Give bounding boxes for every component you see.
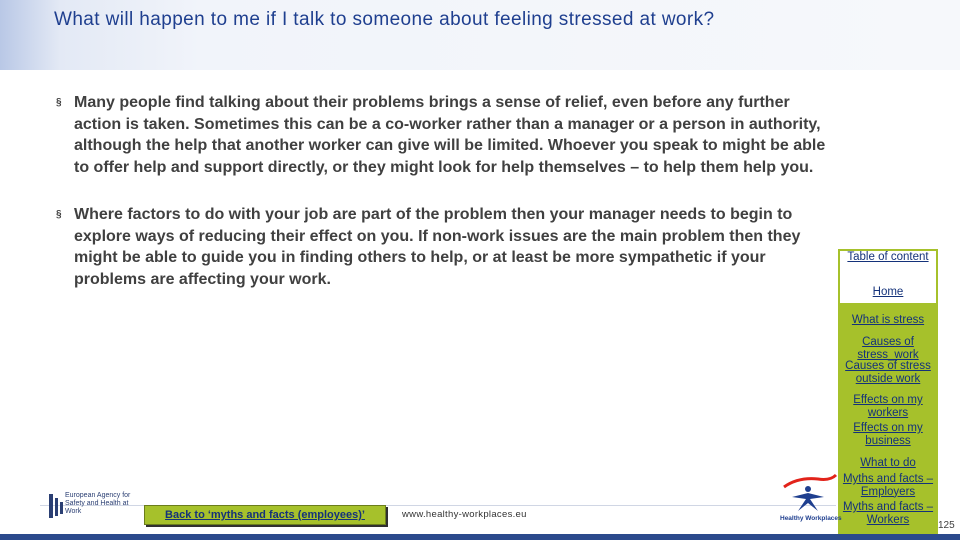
nav-home[interactable]: Home	[872, 286, 904, 298]
slide-title: What will happen to me if I talk to someone about feeling stressed at work?	[54, 9, 715, 30]
healthy-workplaces-text: Healthy Workplaces	[780, 515, 842, 522]
bullet-text: Many people find talking about their problems brings a sense of relief, even before any further action is taken. Sometimes this can be a co-worker rather than a manager or a person in authority, although the help that another worker can give will be limited. Whoever you speak to might be able to offer help and support directly, or they might look for help themselves – to help them help you.	[74, 94, 826, 176]
navigation-panel	[838, 249, 938, 539]
nav-effects-workers[interactable]: Effects on my workers	[853, 394, 923, 419]
nav-table-of-content[interactable]: Table of content	[847, 251, 929, 263]
back-to-myths-button[interactable]: Back to ‘myths and facts (employees)’	[144, 505, 386, 525]
agency-emblem-icon	[48, 492, 64, 520]
agency-logo	[48, 492, 138, 522]
bullet-item	[56, 204, 826, 290]
nav-causes-outside-work[interactable]: Causes of stress outside work	[845, 360, 931, 385]
bullet-text: Where factors to do with your job are part of the problem then your manager needs to begin to explore ways of reducing their effect on you. If non-work issues are the main problem then they might be able to guide you in finding others to help, or at least be more sympathetic if your problems are affecting your work.	[74, 206, 801, 288]
bullet-marker: §	[56, 209, 62, 220]
page-number: 125	[938, 520, 955, 531]
nav-what-to-do[interactable]: What to do	[860, 457, 916, 469]
website-url[interactable]: www.healthy-workplaces.eu	[402, 509, 527, 520]
agency-name: European Agency for Safety and Health at Work	[65, 492, 131, 515]
healthy-workplaces-icon	[778, 473, 840, 515]
nav-effects-business[interactable]: Effects on my business	[853, 422, 923, 447]
nav-myths-workers[interactable]: Myths and facts – Workers	[842, 501, 934, 526]
healthy-workplaces-logo	[778, 473, 840, 528]
bullet-list	[56, 92, 826, 316]
bullet-item	[56, 92, 826, 178]
footer-bar	[0, 534, 960, 540]
nav-causes-work[interactable]: Causes of stress_work	[857, 336, 919, 361]
nav-myths-employers[interactable]: Myths and facts – Employers	[842, 473, 934, 498]
nav-what-is-stress[interactable]: What is stress	[851, 314, 925, 326]
bullet-marker: §	[56, 97, 62, 108]
